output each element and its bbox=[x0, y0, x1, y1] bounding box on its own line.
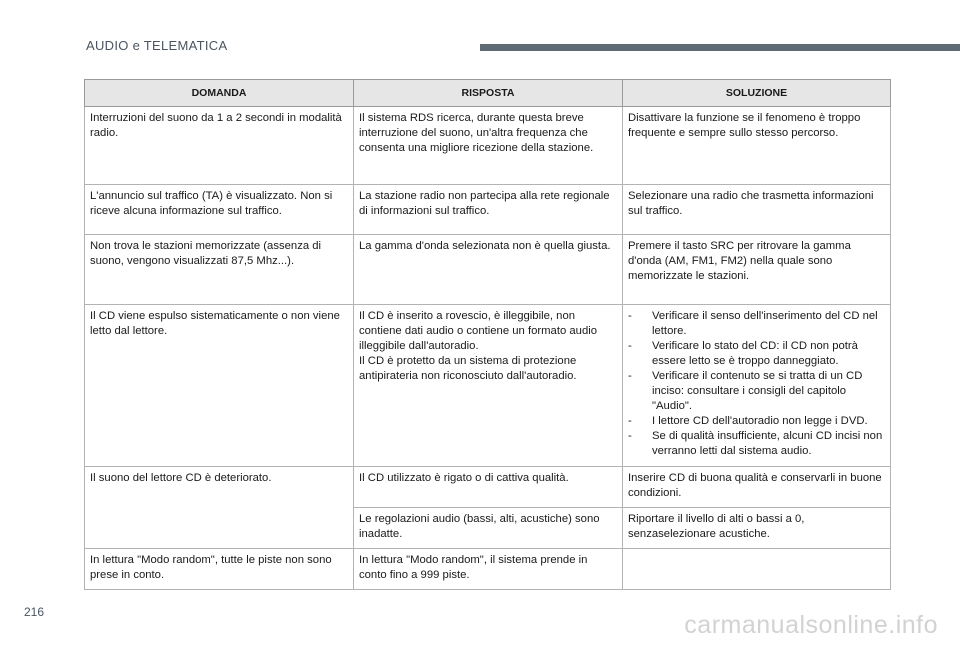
section-title: AUDIO e TELEMATICA bbox=[86, 38, 228, 53]
watermark: carmanualsonline.info bbox=[684, 611, 938, 639]
dash-bullet: - bbox=[628, 310, 632, 322]
dash-bullet: - bbox=[628, 340, 632, 352]
solution-cell: Riportare il livello di alti o bassi a 0, senzaselezionare acustiche. bbox=[623, 508, 891, 549]
question-cell: In lettura "Modo random", tutte le piste non sono prese in conto. bbox=[85, 549, 354, 590]
answer-cell bbox=[354, 305, 623, 467]
list-item-text: Se di qualità insufficiente, alcuni CD incisi non verranno letti dal sistema audio. bbox=[652, 430, 883, 457]
list-item bbox=[628, 339, 884, 369]
table-row bbox=[85, 107, 891, 185]
list-item bbox=[628, 414, 884, 429]
table-row bbox=[85, 185, 891, 235]
list-item bbox=[628, 429, 884, 459]
answer-cell: Le regolazioni audio (bassi, alti, acustiche) sono inadatte. bbox=[354, 508, 623, 549]
solution-cell: Selezionare una radio che trasmetta informazioni sul traffico. bbox=[623, 185, 891, 235]
question-cell: L'annuncio sul traffico (TA) è visualizzato. Non si riceve alcuna informazione sul traffico. bbox=[85, 185, 354, 235]
table-row bbox=[85, 549, 891, 590]
answer-cell: In lettura "Modo random", il sistema prende in conto fino a 999 piste. bbox=[354, 549, 623, 590]
troubleshooting-table bbox=[84, 79, 891, 590]
solution-cell: Inserire CD di buona qualità e conservarli in buone condizioni. bbox=[623, 467, 891, 508]
column-header-answer: RISPOSTA bbox=[354, 80, 623, 107]
answer-line: Il CD è protetto da un sistema di protezione antipirateria non riconosciuto dall'autoradio. bbox=[359, 355, 577, 382]
table-row bbox=[85, 305, 891, 467]
list-item-text: Verificare il contenuto se si tratta di un CD inciso: consultare i consigli del capitolo "Audio". bbox=[652, 370, 863, 412]
solution-list bbox=[628, 309, 884, 459]
list-item-text: Verificare il senso dell'inserimento del CD nel lettore. bbox=[652, 310, 878, 337]
table-row bbox=[85, 467, 891, 508]
header-bar bbox=[480, 44, 960, 51]
solution-cell: Disattivare la funzione se il fenomeno è troppo frequente e sempre sullo stesso percorso. bbox=[623, 107, 891, 185]
answer-cell: Il sistema RDS ricerca, durante questa breve interruzione del suono, un'altra frequenza che consenta una migliore ricezione della stazione. bbox=[354, 107, 623, 185]
answer-cell: La stazione radio non partecipa alla rete regionale di informazioni sul traffico. bbox=[354, 185, 623, 235]
list-item bbox=[628, 309, 884, 339]
solution-cell bbox=[623, 305, 891, 467]
table-row bbox=[85, 235, 891, 305]
column-header-solution: SOLUZIONE bbox=[623, 80, 891, 107]
page-number: 216 bbox=[24, 605, 45, 619]
question-cell: Il CD viene espulso sistematicamente o non viene letto dal lettore. bbox=[85, 305, 354, 467]
table-header-row bbox=[85, 80, 891, 107]
question-cell: Interruzioni del suono da 1 a 2 secondi in modalità radio. bbox=[85, 107, 354, 185]
column-header-question: DOMANDA bbox=[85, 80, 354, 107]
list-item-text: I lettore CD dell'autoradio non legge i DVD. bbox=[652, 415, 868, 427]
answer-line: Il CD è inserito a rovescio, è illeggibile, non contiene dati audio o contiene un formato audio illeggibile dall'autoradio. bbox=[359, 310, 598, 352]
dash-bullet: - bbox=[628, 430, 632, 442]
dash-bullet: - bbox=[628, 415, 632, 427]
solution-cell: Premere il tasto SRC per ritrovare la gamma d'onda (AM, FM1, FM2) nella quale sono memorizzate le stazioni. bbox=[623, 235, 891, 305]
answer-cell: Il CD utilizzato è rigato o di cattiva qualità. bbox=[354, 467, 623, 508]
answer-cell: La gamma d'onda selezionata non è quella giusta. bbox=[354, 235, 623, 305]
list-item bbox=[628, 369, 884, 414]
question-cell: Il suono del lettore CD è deteriorato. bbox=[85, 467, 354, 549]
dash-bullet: - bbox=[628, 370, 632, 382]
question-cell: Non trova le stazioni memorizzate (assenza di suono, vengono visualizzati 87,5 Mhz...). bbox=[85, 235, 354, 305]
solution-cell bbox=[623, 549, 891, 590]
list-item-text: Verificare lo stato del CD: il CD non potrà essere letto se è troppo danneggiato. bbox=[652, 340, 858, 367]
